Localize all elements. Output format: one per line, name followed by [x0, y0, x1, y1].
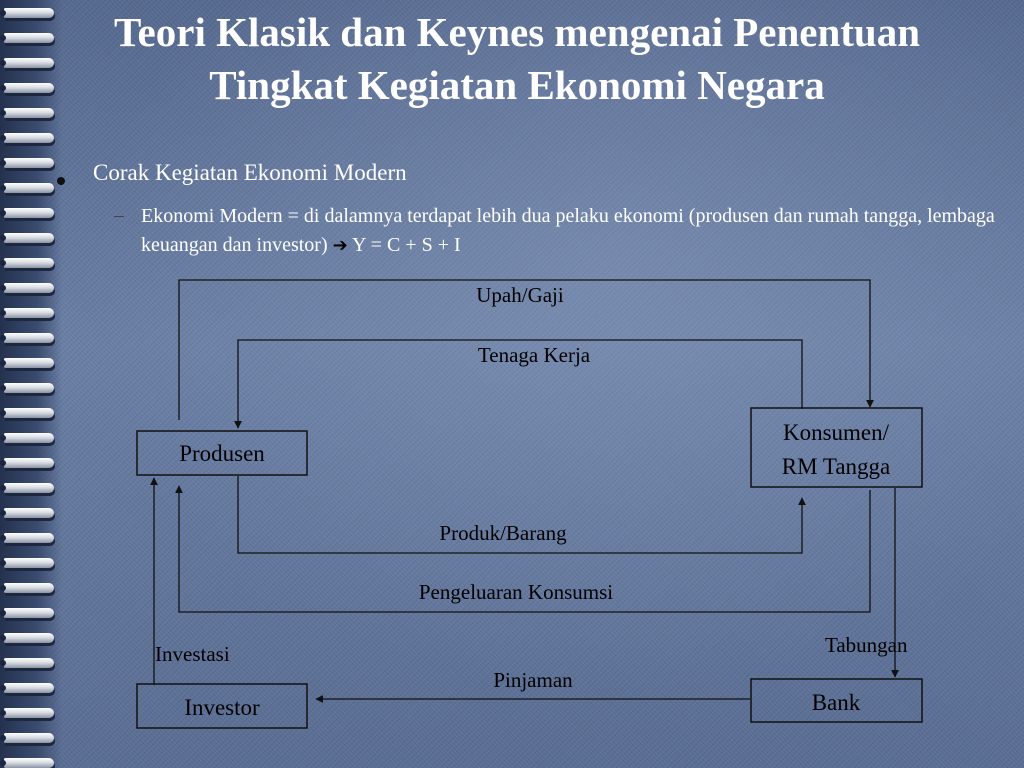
right-arrow-icon: ➔	[332, 235, 348, 256]
flow-label-pinjaman: Pinjaman	[493, 668, 573, 692]
flow-label-investasi: Investasi	[155, 642, 230, 666]
flow-label-produk-barang: Produk/Barang	[439, 521, 567, 545]
node-produsen-label: Produsen	[179, 441, 265, 466]
equation: Y = C + S + I	[351, 234, 461, 256]
node-konsumen-label-line2: RM Tangga	[781, 454, 891, 479]
slide-title: Teori Klasik dan Keynes mengenai Penentuan Tingkat Kegiatan Ekonomi Negara	[113, 9, 921, 108]
flow-label-tenaga-kerja: Tenaga Kerja	[477, 343, 591, 367]
node-produsen	[137, 431, 307, 475]
node-konsumen	[751, 408, 922, 487]
node-investor-label: Investor	[184, 695, 260, 720]
flow-label-tabungan: Tabungan	[825, 633, 908, 657]
node-konsumen-label-line1: Konsumen/	[782, 420, 890, 445]
node-bank	[751, 679, 922, 722]
sub-bullet-description: Ekonomi Modern = di dalamnya terdapat lebih dua pelaku ekonomi (produsen dan rumah tangga, lembaga keuangan dan investor)	[141, 205, 995, 256]
bullet-heading: Corak Kegiatan Ekonomi Modern	[93, 160, 407, 185]
flow-label-upah-gaji: Upah/Gaji	[476, 283, 564, 307]
node-investor	[137, 684, 307, 728]
flow-label-pengeluaran-konsumsi: Pengeluaran Konsumsi	[418, 580, 614, 604]
node-bank-label: Bank	[811, 690, 861, 715]
